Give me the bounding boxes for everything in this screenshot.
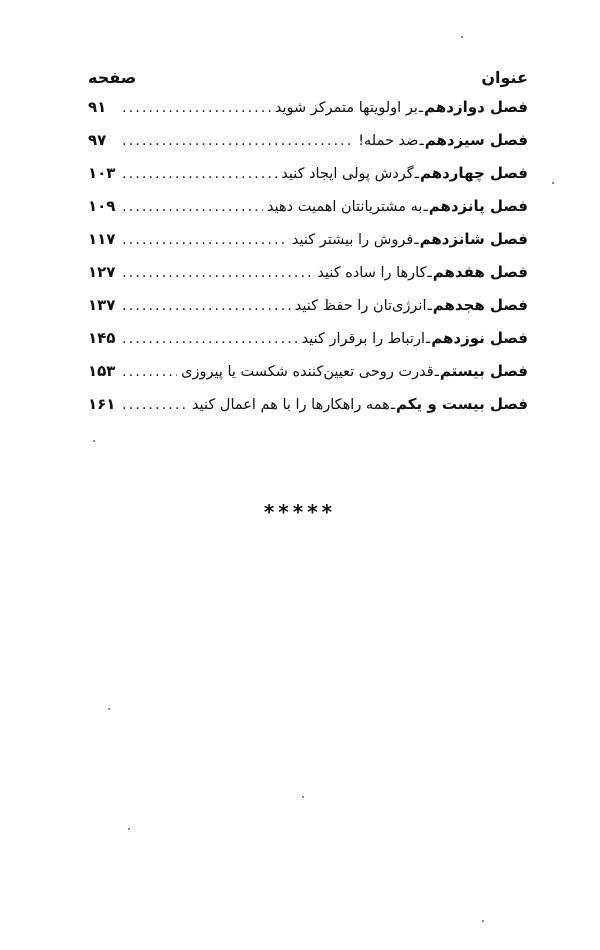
chapter-title: قدرت روحی تعیین‌کننده شکست یا پیروزی [181,364,434,380]
chapter-number: فصل چهاردهم [419,164,528,182]
page-number: ۱۴۵ [88,329,116,347]
chapter-dash: ـ [423,199,428,215]
leader-dots [122,298,291,314]
chapter-dash: ـ [418,100,424,116]
chapter-number: فصل شانزدهم [419,230,528,248]
leader-dots [122,331,298,347]
toc-entry [88,263,528,296]
toc-entry [88,131,528,164]
toc-entry [88,395,528,428]
chapter-title: به مشتریانتان اهمیت دهید [267,199,423,215]
paper-speck [128,828,130,830]
toc-title-column-label: عنوان [481,68,528,87]
leader-dots [122,166,277,182]
chapter-dash: ـ [427,298,432,314]
chapter-number: فصل هجدهم [432,296,528,314]
chapter-title: گردش پولی ایجاد کنید [281,166,414,182]
chapter-title: همه راهکارها را با هم اعمال کنید [192,397,390,413]
toc-header [88,68,528,98]
chapter-dash: ـ [427,265,432,281]
toc-entry [88,230,528,263]
page-number: ۹۱ [88,98,107,116]
page-number: ۹۷ [88,131,107,149]
chapter-number: فصل سیزدهم [424,131,528,149]
ornament-stars: ***** [263,500,337,524]
chapter-number: فصل بیستم [439,362,528,380]
chapter-number: فصل بیست و یکم [396,395,528,413]
paper-speck [93,440,95,442]
toc-entry [88,98,528,131]
chapter-title: انرژی‌تان را حفظ کنید [294,298,427,314]
toc-entry [88,197,528,230]
chapter-title: کارها را ساده کنید [317,265,427,281]
chapter-dash: ـ [414,232,419,248]
chapter-number: فصل نوزدهم [431,329,528,347]
chapter-dash: ـ [434,364,439,380]
page-number: ۱۰۳ [88,164,116,182]
paper-speck [482,920,484,922]
table-of-contents [88,68,528,428]
leader-dots [122,364,177,380]
leader-dots [122,133,354,149]
page-number: ۱۲۷ [88,263,116,281]
leader-dots [122,100,271,116]
toc-list [88,98,528,428]
chapter-dash: ـ [419,133,424,149]
page-number: ۱۳۷ [88,296,116,314]
toc-entry [88,164,528,197]
chapter-dash: ـ [426,331,431,347]
chapter-title: بر اولویتها متمرکز شوید [274,100,418,116]
chapter-number: فصل هفدهم [432,263,528,281]
chapter-dash: ـ [390,397,395,413]
chapter-title: ضد حمله! [358,133,419,149]
chapter-dash: ـ [414,166,419,182]
page-number: ۱۰۹ [88,197,116,215]
chapter-title: فروش را بیشتر کنید [291,232,414,248]
leader-dots [122,397,188,413]
chapter-title: ارتباط را برقرار کنید [301,331,425,347]
chapter-number: فصل دوازدهم [424,98,528,116]
paper-speck [552,182,554,184]
page-number: ۱۱۷ [88,230,116,248]
page-number: ۱۵۳ [88,362,116,380]
toc-entry [88,362,528,395]
leader-dots [122,199,263,215]
paper-speck [461,36,463,38]
toc-page-column-label: صفحه [88,68,137,87]
leader-dots [122,232,288,248]
paper-speck [302,796,304,798]
toc-entry [88,296,528,329]
chapter-number: فصل پانزدهم [428,197,528,215]
page-number: ۱۶۱ [88,395,116,413]
leader-dots [122,265,313,281]
paper-speck [108,708,110,710]
toc-entry [88,329,528,362]
